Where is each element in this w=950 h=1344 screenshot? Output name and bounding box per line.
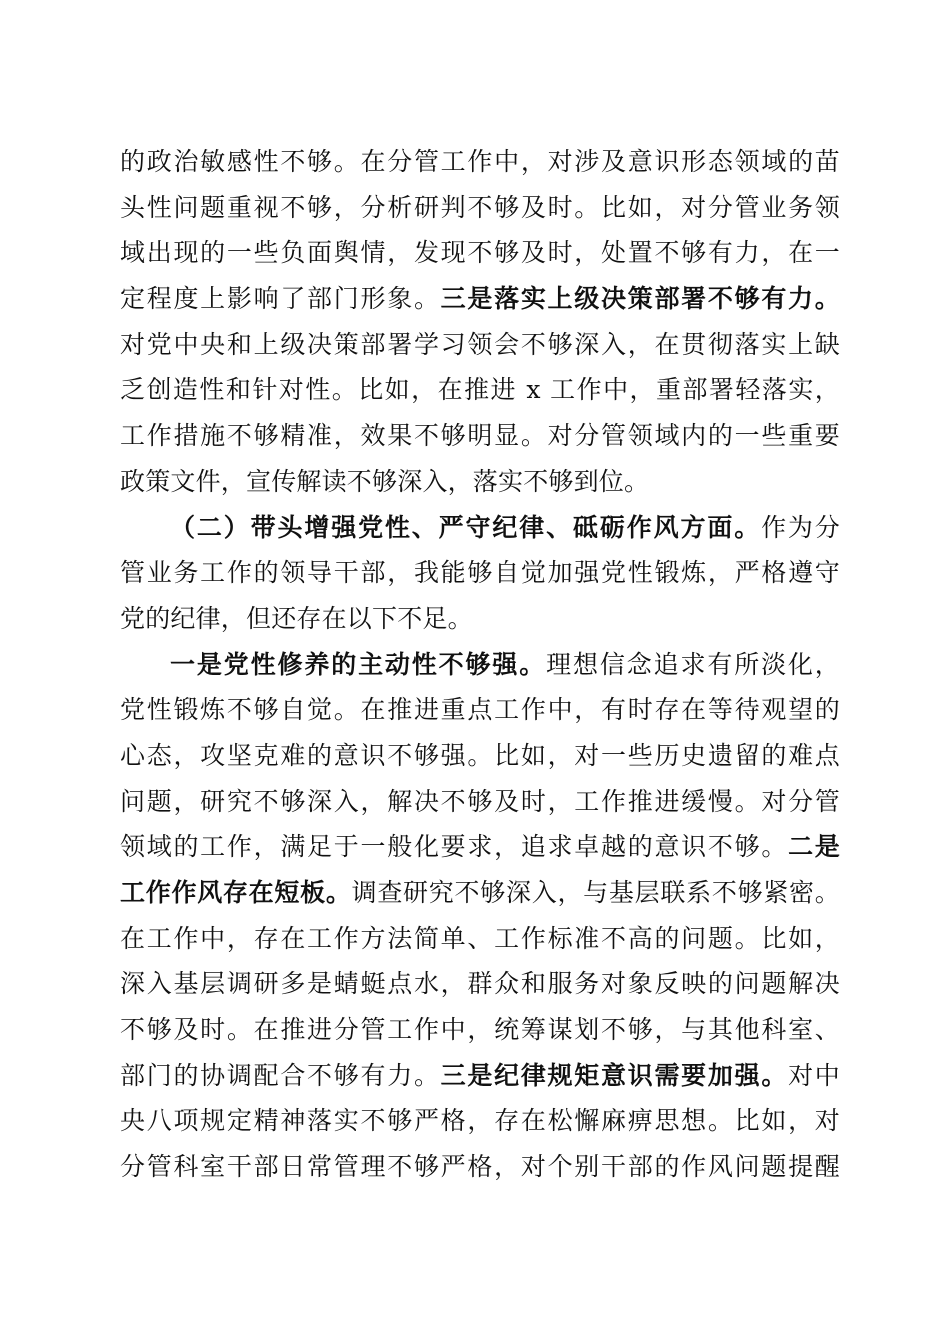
bold-heading-run: 三是纪律规矩意识需要加强。 bbox=[440, 1060, 789, 1090]
text-run: 部门的协调配合不够有力。 bbox=[120, 1060, 441, 1090]
text-run: 深入基层调研多是蜻蜓点水，群众和服务对象反映的问题解决 bbox=[120, 969, 840, 999]
text-run: 理想信念追求有所淡化， bbox=[546, 649, 841, 679]
text-line-6 bbox=[120, 367, 840, 413]
text-run: 心态，攻坚克难的意识不够强。比如，对一些历史遗留的难点 bbox=[120, 740, 840, 770]
text-line-12 bbox=[120, 642, 840, 688]
text-run: 作为分 bbox=[761, 512, 840, 542]
text-run: 在工作中，存在工作方法简单、工作标准不高的问题。比如， bbox=[120, 923, 840, 953]
text-line-14 bbox=[120, 733, 840, 779]
text-line-7 bbox=[120, 413, 840, 459]
text-line-20 bbox=[120, 1007, 840, 1053]
text-run: 乏创造性和针对性。比如，在推进 x 工作中，重部署轻落实， bbox=[120, 375, 840, 405]
text-run: 领域的工作，满足于一般化要求，追求卓越的意识不够。 bbox=[120, 832, 789, 862]
text-run: 不够及时。在推进分管工作中，统筹谋划不够，与其他科室、 bbox=[120, 1015, 840, 1045]
bold-heading-run: 工作作风存在短板。 bbox=[120, 878, 352, 907]
text-run: 域出现的一些负面舆情，发现不够及时，处置不够有力，在一 bbox=[120, 238, 840, 268]
text-run: 政策文件，宣传解读不够深入，落实不够到位。 bbox=[120, 466, 650, 496]
text-run: 定程度上影响了部门形象。 bbox=[120, 284, 441, 314]
text-line-2 bbox=[120, 185, 840, 231]
text-line-3 bbox=[120, 230, 840, 276]
text-run: 的政治敏感性不够。在分管工作中，对涉及意识形态领域的苗 bbox=[120, 147, 840, 176]
text-line-21 bbox=[120, 1053, 840, 1099]
text-line-13 bbox=[120, 687, 840, 733]
text-line-4 bbox=[120, 276, 840, 322]
bold-heading-run: 二是 bbox=[788, 832, 840, 862]
text-run: 调查研究不够深入，与基层联系不够紧密。 bbox=[351, 878, 840, 907]
text-line-23 bbox=[120, 1144, 840, 1190]
bold-heading-run: 一是党性修养的主动性不够强。 bbox=[170, 649, 547, 679]
text-run: 分管科室干部日常管理不够严格，对个别干部的作风问题提醒 bbox=[120, 1152, 840, 1182]
text-line-18 bbox=[120, 916, 840, 962]
text-line-16 bbox=[120, 824, 840, 870]
text-run: 党性锻炼不够自觉。在推进重点工作中，有时存在等待观望的 bbox=[120, 695, 840, 725]
text-run: 央八项规定精神落实不够严格，存在松懈麻痹思想。比如，对 bbox=[120, 1106, 840, 1136]
text-run: 对中 bbox=[788, 1060, 840, 1090]
text-run: 党的纪律，但还存在以下不足。 bbox=[120, 603, 473, 633]
text-line-9 bbox=[120, 505, 840, 551]
text-line-22 bbox=[120, 1098, 840, 1144]
text-run: 管业务工作的领导干部，我能够自觉加强党性锻炼，严格遵守 bbox=[120, 558, 840, 588]
text-run: 问题，研究不够深入，解决不够及时，工作推进缓慢。对分管 bbox=[120, 786, 840, 816]
text-run: 头性问题重视不够，分析研判不够及时。比如，对分管业务领 bbox=[120, 192, 840, 222]
text-run: 对党中央和上级决策部署学习领会不够深入，在贯彻落实上缺 bbox=[120, 329, 840, 359]
text-run: 工作措施不够精准，效果不够明显。对分管领域内的一些重要 bbox=[120, 421, 840, 451]
text-line-10 bbox=[120, 550, 840, 596]
text-line-11 bbox=[120, 596, 840, 642]
text-line-5 bbox=[120, 322, 840, 368]
bold-heading-run: 三是落实上级决策部署不够有力。 bbox=[440, 284, 840, 314]
document-body bbox=[120, 139, 840, 1190]
text-line-19 bbox=[120, 961, 840, 1007]
text-line-15 bbox=[120, 779, 840, 825]
text-line-8 bbox=[120, 459, 840, 505]
text-line-17 bbox=[120, 870, 840, 916]
text-line-1 bbox=[120, 139, 840, 185]
section-heading-run: （二）带头增强党性、严守纪律、砥砺作风方面。 bbox=[170, 512, 762, 542]
